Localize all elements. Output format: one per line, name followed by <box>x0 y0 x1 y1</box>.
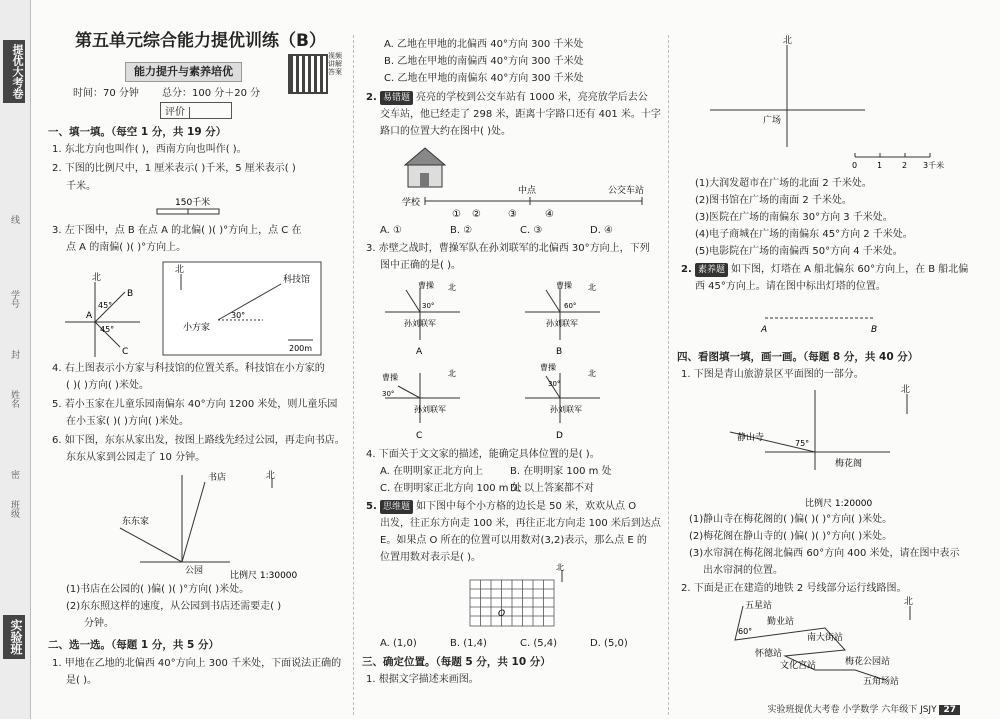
fig3-point-b: B <box>127 289 134 299</box>
s2-q5-opt-d[interactable]: D. (5,0) <box>590 638 628 649</box>
badge-error-prone: 易错题 <box>380 91 413 105</box>
score-label: 评价 <box>161 107 190 118</box>
field-id: 学号 <box>9 290 19 308</box>
s3-q1: 1. 根据文字描述来画图。 <box>366 674 479 685</box>
s1-q6-cont: 东东从家到公园走了 10 分钟。 <box>66 452 206 463</box>
section-3-title: 三、确定位置。（每题 5 分，共 10 分） <box>362 656 551 668</box>
fig-mid: 中点 <box>518 186 537 196</box>
fig3-point-c: C <box>122 347 129 357</box>
s1-q3: 3. 左下图中，点 B 在点 A 的北偏( )( )°方向上，点 C 在 <box>52 225 302 236</box>
s4-line-3-cont: 出水帘洞的位置。 <box>703 565 783 576</box>
total-score: 总分：100 分＋20 分 <box>162 88 261 99</box>
station-6: 梅花公园站 <box>845 657 891 667</box>
seal-seal: 封 <box>9 350 19 359</box>
s1-q6: 6. 如下图，东东从家出发，按图上路线先经过公园，再走向书店。 <box>52 435 345 446</box>
opt-a-sun: 孙刘联军 <box>404 319 436 328</box>
opt-a-angle: 30° <box>422 302 435 310</box>
section-4-title: 四、看图填一填，画一画。（每题 8 分，共 40 分） <box>677 351 919 363</box>
s1-q4-cont: ( )( )方向( )米处。 <box>66 380 149 391</box>
time-limit: 时间：70 分钟 <box>73 88 139 99</box>
s2-q2-l3: 路口的位置大约在图中( )处。 <box>380 126 511 137</box>
s4-line-1: (1)静山寺在梅花阁的( )偏( )( )°方向( )米处。 <box>689 514 893 525</box>
s3-item-4: (4)电子商城在广场的南偏东 45°方向 2 千米处。 <box>695 229 913 240</box>
s1-q1: 1. 东北方向也叫作( )，西南方向也叫作( )。 <box>52 144 247 155</box>
s2-q4-opt-d[interactable]: D. 以上答案都不对 <box>510 483 595 494</box>
s3-q2-cont: 西 45°方向上。请在图中标出灯塔的位置。 <box>695 281 886 292</box>
s2-q5-l2: 出发，往正东方向走 100 米，再往正北方向走 100 米后到达点 <box>380 518 661 529</box>
field-name: 姓名 <box>9 390 19 408</box>
s2-q2-opt-b[interactable]: B. ② <box>450 225 473 236</box>
map-museum: 科技馆 <box>283 275 311 285</box>
opt-d-cao: 曹操 <box>540 363 556 372</box>
page-title: 第五单元综合能力提优训练（B） <box>75 31 326 51</box>
route-figure <box>110 470 310 580</box>
s2-q5-l4: 位置用数对表示是( )。 <box>380 552 481 563</box>
station-3: 南大街站 <box>807 633 844 643</box>
station-5: 文化宫站 <box>780 661 817 671</box>
s1-q6-2: (2)东东照这样的速度，从公园到书店还需要走( ) <box>66 601 282 612</box>
opt-d-north: 北 <box>588 369 596 378</box>
fig-s3-square: 广场 <box>763 116 782 126</box>
option-c-figure[interactable] <box>382 368 460 441</box>
section-2-title: 二、选一选。（每题 1 分，共 5 分） <box>48 639 219 651</box>
subway-angle: 60° <box>738 627 753 636</box>
scenic-north: 北 <box>901 385 911 395</box>
station-7: 五角场站 <box>863 677 900 687</box>
s1-q6-2-cont: 分钟。 <box>84 618 114 629</box>
scenic-angle: 75° <box>795 439 810 448</box>
grid-figure <box>468 563 568 632</box>
option-a-figure[interactable] <box>385 280 460 357</box>
s2-q5-opt-b[interactable]: B. (1,4) <box>450 638 487 649</box>
station-2: 勤业站 <box>767 617 795 627</box>
s1-q2: 2. 下图的比例尺中，1 厘米表示( )千米，5 厘米表示( ) <box>52 163 296 174</box>
option-d-figure[interactable] <box>525 362 600 441</box>
s2-q1: 1. 甲地在乙地的北偏西 40°方向上 300 千米处，下面说法正确的 <box>52 658 342 669</box>
opt-a-cao: 曹操 <box>418 281 434 290</box>
qr-caption: 视频讲解答案 <box>328 52 342 76</box>
page-subtitle: 能力提升与素养培优 <box>125 62 242 82</box>
column-divider <box>353 35 354 715</box>
binding-strip <box>0 0 31 719</box>
scenic-map-figure <box>725 382 955 510</box>
ships-figure <box>755 310 885 335</box>
scenic-scale: 比例尺 1:20000 <box>805 499 873 509</box>
s4-line-3: (3)水帘洞在梅花阁北偏西 60°方向 400 米处，请在图中表示 <box>689 548 960 559</box>
fig-bus: 公交车站 <box>608 186 645 196</box>
s2-q2-l2: 交车站，他已经走了 298 米，距离十字路口还有 401 米。十字 <box>380 109 661 120</box>
scale-bar <box>155 196 225 218</box>
s2-q5-opt-a[interactable]: A. (1,0) <box>380 638 417 649</box>
s1-q2-cont: 千米。 <box>66 181 96 192</box>
mark-4: ④ <box>545 209 554 220</box>
s2-q2-opt-d[interactable]: D. ④ <box>590 225 614 236</box>
column-divider <box>668 35 669 715</box>
opt-b-north: 北 <box>588 283 596 292</box>
tick-1: 1 <box>877 161 883 170</box>
s4-q2: 2. 下面是正在建造的地铁 2 号线部分运行线路图。 <box>681 583 907 594</box>
fig6-scale: 比例尺 1:30000 <box>230 571 298 581</box>
opt-c-angle: 30° <box>382 390 395 398</box>
section-1-title: 一、填一填。（每空 1 分，共 19 分） <box>48 126 227 138</box>
fig6-park: 公园 <box>185 566 204 576</box>
option-b-figure[interactable] <box>525 280 600 357</box>
opt-c-north: 北 <box>448 369 456 378</box>
s1-q5-cont: 在小玉家( )( )方向( )米处。 <box>66 416 189 427</box>
opt-c-label: C <box>416 431 423 441</box>
grid-north: 北 <box>556 563 564 572</box>
subway-north: 北 <box>904 597 914 607</box>
tick-0: 0 <box>852 161 858 170</box>
s2-q2-opt-c[interactable]: C. ③ <box>520 225 543 236</box>
scenic-pavilion: 梅花阁 <box>835 459 863 469</box>
top-tag: 提优大考卷 <box>3 40 25 103</box>
seal-line: 线 <box>9 215 19 224</box>
subway-figure <box>725 598 955 690</box>
map-home: 小方家 <box>183 323 211 333</box>
s2-q4-opt-b[interactable]: B. 在明明家 100 m 处 <box>510 466 612 477</box>
mark-3: ③ <box>508 209 517 220</box>
opt-a-label: A <box>416 347 423 357</box>
opt-a-north: 北 <box>448 283 456 292</box>
s2-q4-opt-c[interactable]: C. 在明明家正北方向 100 m 处 <box>380 483 522 494</box>
fig3-point-a: A <box>86 311 93 321</box>
fig6-home: 东东家 <box>122 517 150 527</box>
s3-item-3: (3)医院在广场的南偏东 30°方向 3 千米处。 <box>695 212 893 223</box>
tick-2: 2 <box>902 161 908 170</box>
s2-q1-cont: 是( )。 <box>66 675 97 686</box>
station-1: 五星站 <box>745 601 773 611</box>
s3-q2-text: 如下图，灯塔在 A 船北偏东 60°方向上，在 B 船北偏 <box>730 264 969 275</box>
opt-b-label: B <box>556 347 563 357</box>
s3-item-2: (2)图书馆在广场的南面 2 千米处。 <box>695 195 852 206</box>
station-4: 怀德站 <box>755 649 783 659</box>
s2-q2: 2. 易错题 亮亮的学校到公交车站有 1000 米，亮亮放学后去公 <box>366 92 648 103</box>
fig6-store: 书店 <box>208 473 227 483</box>
opt-d-label: D <box>556 431 563 441</box>
opt-b-sun: 孙刘联军 <box>546 319 578 328</box>
mark-2: ② <box>472 209 481 220</box>
opt-c-sun: 孙刘联军 <box>414 405 446 414</box>
s2-q5-opt-c[interactable]: C. (5,4) <box>520 638 558 649</box>
scale-bar-label: 150千米 <box>175 198 211 208</box>
s2-q3-cont: 图中正确的是( )。 <box>380 260 461 271</box>
s2-q5-text: 如下图中每个小方格的边长是 50 米，欢欢从点 O <box>415 501 637 512</box>
mark-1: ① <box>452 209 461 220</box>
map-scale: 200m <box>289 344 313 353</box>
battle-options-figure <box>380 278 660 444</box>
s3-item-5: (5)电影院在广场的南偏西 50°方向 4 千米处。 <box>695 246 903 257</box>
s4-q1: 1. 下图是青山旅游景区平面图的一部分。 <box>681 369 864 380</box>
s2-q4: 4. 下面关于文文家的描述，能确定具体位置的是( )。 <box>366 449 600 460</box>
fig6-north: 北 <box>266 471 276 481</box>
s1-q4: 4. 右上图表示小方家与科技馆的位置关系。科技馆在小方家的 <box>52 363 325 374</box>
s2-q5: 5. 思维题 如下图中每个小方格的边长是 50 米，欢欢从点 O <box>366 501 637 512</box>
qr-code-icon[interactable] <box>288 54 328 94</box>
fig3-angle-2: 45° <box>100 325 115 334</box>
tick-3: 3千米 <box>923 161 945 170</box>
fig-s3-north: 北 <box>783 36 793 46</box>
footer <box>767 702 960 715</box>
page-number: 27 <box>939 705 960 715</box>
grid-point-o: O <box>498 609 506 619</box>
bottom-tag: 实验班 <box>3 615 25 659</box>
badge-thinking: 思维题 <box>380 500 413 514</box>
badge-literacy: 素养题 <box>695 263 728 277</box>
house-icon <box>405 148 445 165</box>
s2-q4-opt-a[interactable]: A. 在明明家正北方向上 <box>380 466 484 477</box>
s2-q1-opt-a[interactable]: A. 乙地在甲地的北偏西 40°方向 300 千米处 <box>384 39 584 50</box>
footer-text: 实验班提优大考卷 小学数学 六年级下 JSJY <box>767 705 937 715</box>
s2-q1-opt-b[interactable]: B. 乙地在甲地的南偏西 40°方向 300 千米处 <box>384 56 584 67</box>
s2-q5-l3: E。如果点 O 所在的位置可以用数对(3,2)表示，那么点 E 的 <box>380 535 647 546</box>
fig3-north: 北 <box>92 273 102 283</box>
seal-secret: 密 <box>9 470 19 479</box>
fig-school: 学校 <box>402 198 421 208</box>
ship-a: A <box>761 325 768 335</box>
s1-q6-1: (1)书店在公园的( )偏( )( )°方向( )米处。 <box>66 584 250 595</box>
s4-line-2: (2)梅花阁在静山寺的( )偏( )( )°方向( )米处。 <box>689 531 893 542</box>
opt-c-cao: 曹操 <box>382 373 398 382</box>
s1-q5: 5. 若小玉家在儿童乐园南偏东 40°方向 1200 米处，则儿童乐园 <box>52 399 338 410</box>
school-bus-line-figure <box>380 143 660 223</box>
s2-q2-opt-a[interactable]: A. ① <box>380 225 402 236</box>
s1-q3-cont: 点 A 的南偏( )( )°方向上。 <box>66 242 187 253</box>
opt-b-cao: 曹操 <box>556 281 572 290</box>
opt-b-angle: 60° <box>564 302 577 310</box>
score-box[interactable] <box>160 102 232 119</box>
s2-q3: 3. 赤壁之战时，曹操军队在孙刘联军的北偏西 30°方向上，下列 <box>366 243 650 254</box>
s3-item-1: (1)大润发超市在广场的北面 2 千米处。 <box>695 178 872 189</box>
fig3-angle-1: 45° <box>98 301 113 310</box>
square-compass-figure <box>705 35 955 170</box>
scenic-temple: 静山寺 <box>737 433 765 443</box>
s2-q1-opt-c[interactable]: C. 乙地在甲地的南偏东 40°方向 300 千米处 <box>384 73 584 84</box>
opt-d-sun: 孙刘联军 <box>550 405 582 414</box>
compass-figure-abc <box>60 272 150 362</box>
field-class: 班级 <box>9 500 19 518</box>
map-north: 北 <box>175 265 185 275</box>
s2-q2-text: 亮亮的学校到公交车站有 1000 米，亮亮放学后去公 <box>415 92 648 103</box>
map-angle: 30° <box>231 311 246 320</box>
opt-d-angle: 30° <box>548 380 561 388</box>
s3-q2: 2. 素养题 如下图，灯塔在 A 船北偏东 60°方向上，在 B 船北偏 <box>681 264 969 275</box>
ship-b: B <box>871 325 878 335</box>
map-science-museum <box>163 262 323 357</box>
